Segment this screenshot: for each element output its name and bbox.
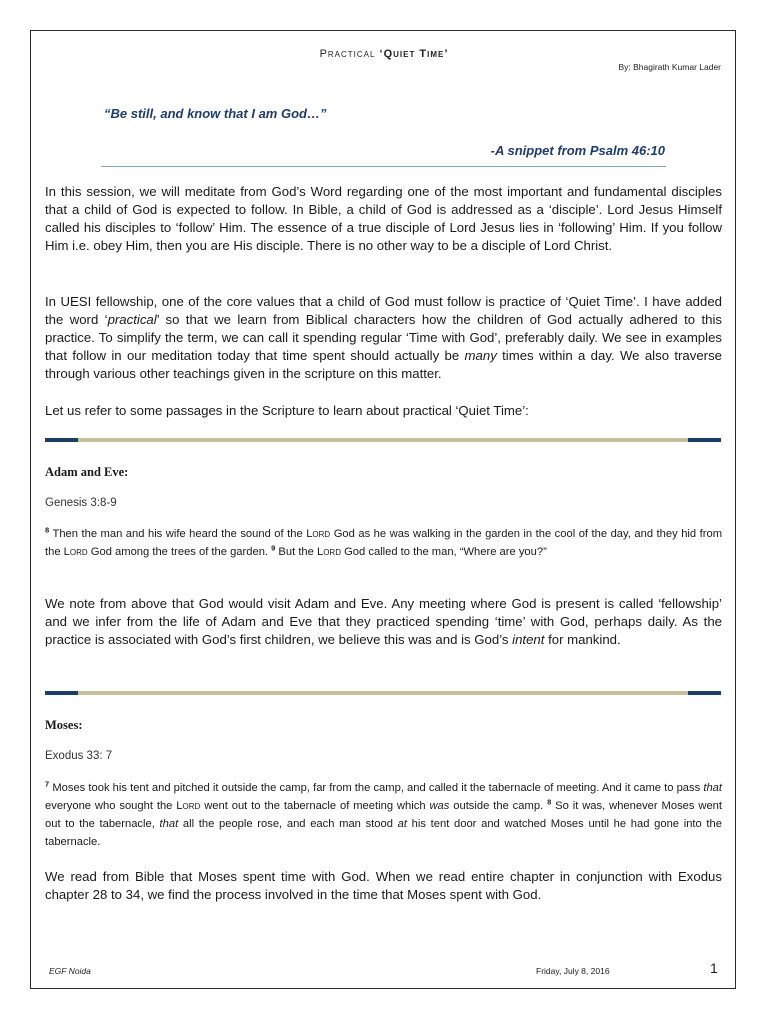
scripture-reference-genesis: Genesis 3:8-9 [45, 497, 117, 509]
author-line: By: Bhagirath Kumar Lader [618, 62, 721, 72]
footer-organization: EGF Noida [49, 966, 91, 976]
intro-paragraph-1: In this session, we will meditate from God’s Word regarding one of the most important and fundamental disciples that a child of God is expected to follow. In Bible, a child of God is addressed as a ‘disciple’. Lord Jesus Himself called his disciples to ‘follow’ Him. The essence of a true disciple of Lord Jesus lies in ‘following’ Him. If you follow Him i.e. obey Him, then you are His disciple. There is no other way to be a disciple of Lord Christ. [45, 184, 722, 253]
emphasis-intent: intent [512, 632, 545, 647]
epigraph-quote: “Be still, and know that I am God…” [104, 106, 327, 121]
page-number: 1 [710, 960, 718, 976]
section-heading-moses: Moses: [45, 718, 83, 732]
section-heading-adam-eve: Adam and Eve: [45, 465, 129, 479]
emphasis-many: many [464, 348, 497, 363]
verse-number: 9 [271, 543, 276, 553]
footer-date: Friday, July 8, 2016 [536, 966, 610, 976]
epigraph-divider [101, 166, 666, 167]
scripture-exodus-33-7-8: $^7$ Moses took his tent and pitched it outside the camp, far from the camp, and called it the tabernacle of meeting. And it came to pass that everyone who sought the Lord went out to the tabernacle of meeting which was outside the camp. $^8$ So it was, whenever Moses went out to the tabernacle, that all the people rose, and each man stood at his tent door and watched Moses until he had gone into the tabernacle. [45, 779, 723, 848]
title-prefix: Practical [319, 48, 376, 60]
scripture-reference-exodus: Exodus 33: 7 [45, 750, 113, 762]
section-divider-1 [45, 438, 721, 442]
intro-paragraph-2: In UESI fellowship, one of the core values that a child of God must follow is practice of ‘Quiet Time’. I have added the word ‘practical’ so that we learn from Biblical characters how the children of God actually adhered to this practice. To simplify the term, we can call it spending regular ‘Time with God’, preferably daily. We see in examples that follow in our meditation today that time spent should actually be many times within a day. We also traverse through various other teachings given in the scripture on this matter. [45, 294, 722, 381]
emphasis-practical: practical [107, 312, 157, 327]
verse-number: 7 [45, 779, 50, 789]
section-divider-2 [45, 691, 721, 695]
adam-eve-commentary: We note from above that God would visit Adam and Eve. Any meeting where God is present is called ‘fellowship’ and we infer from the life of Adam and Eve that they practiced spending ‘time’ with God, perhaps daily. As the practice is associated with God’s first children, we believe this was and is God’s intent for mankind. [45, 596, 722, 647]
verse-number: 8 [547, 797, 552, 807]
title-main: ‘Quiet Time’ [379, 48, 449, 60]
epigraph-source: -A snippet from Psalm 46:10 [490, 143, 665, 158]
scripture-genesis-3-8-9: $^8$ Then the man and his wife heard the sound of the Lord God as he was walking in the garden in the cool of the day, and they hid from the Lord God among the trees of the garden. $^9$ But the Lord God called to the man, “Where are you?” [45, 525, 723, 558]
intro-paragraph-3: Let us refer to some passages in the Scripture to learn about practical ‘Quiet Time’: [45, 403, 529, 418]
verse-number: 8 [45, 525, 50, 535]
moses-commentary: We read from Bible that Moses spent time with God. When we read entire chapter in conjunction with Exodus chapter 28 to 34, we find the process involved in the time that Moses spent with God. [45, 869, 722, 902]
document-title [0, 48, 768, 60]
